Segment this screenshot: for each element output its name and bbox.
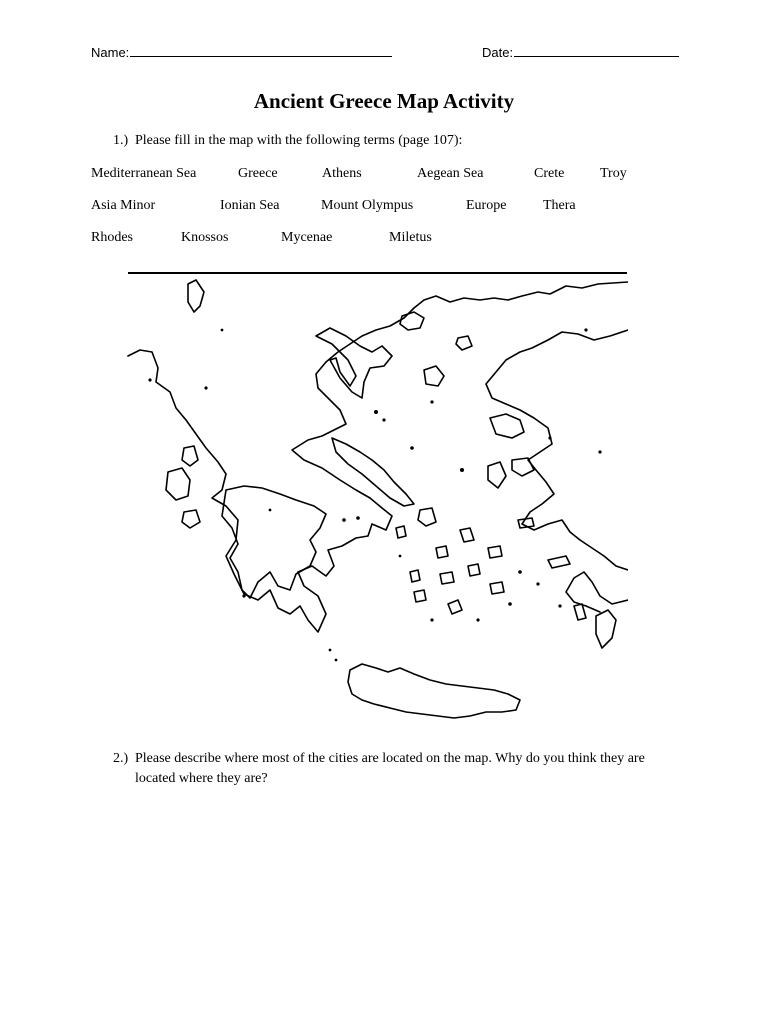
ikaria-island (518, 518, 534, 528)
divider-line (128, 272, 627, 274)
term-ionian-sea: Ionian Sea (220, 198, 280, 213)
date-blank-line[interactable] (514, 44, 679, 57)
cyclades-island-4 (460, 528, 474, 542)
question-1-number: 1.) (113, 133, 129, 148)
cyclades-island-1 (396, 526, 406, 538)
term-mycenae: Mycenae (281, 230, 333, 245)
cyclades-island-3 (436, 546, 448, 558)
cyclades-island-2 (418, 508, 436, 526)
term-aegean-sea: Aegean Sea (417, 166, 484, 181)
name-blank-line[interactable] (130, 44, 392, 57)
question-2-number: 2.) (113, 751, 129, 766)
kos-island (548, 556, 570, 568)
cyclades-island-6 (410, 570, 420, 582)
term-knossos: Knossos (181, 230, 229, 245)
kefalonia-island (166, 468, 190, 500)
karpathos-island (574, 604, 586, 620)
term-mediterranean-sea: Mediterranean Sea (91, 166, 197, 181)
term-miletus: Miletus (389, 230, 432, 245)
term-greece: Greece (238, 166, 278, 181)
thera-island (448, 600, 462, 614)
mainland-coastline (128, 282, 628, 632)
cyclades-island-5 (488, 546, 502, 558)
date-field[interactable] (482, 44, 679, 60)
corfu-island (188, 280, 204, 312)
name-field[interactable] (91, 44, 392, 60)
cyclades-island-9 (490, 582, 504, 594)
question-1-text: Please fill in the map with the following terms (page 107): (135, 133, 463, 148)
term-asia-minor: Asia Minor (91, 198, 156, 213)
question-2 (113, 749, 673, 789)
lemnos-island (424, 366, 444, 386)
samothrace-island (456, 336, 472, 350)
cyclades-island-7 (440, 572, 454, 584)
term-troy: Troy (600, 166, 627, 181)
name-label: Name: (91, 45, 130, 60)
cyclades-island-10 (414, 590, 426, 602)
aegean-outline-map (126, 276, 628, 726)
rhodes-island (596, 610, 616, 648)
chios-island (488, 462, 506, 488)
asia-minor-coastline (486, 330, 628, 570)
term-athens: Athens (322, 166, 362, 181)
question-2-text: Please describe where most of the cities are located on the map. Why do you think they are located where they are? (135, 751, 645, 786)
worksheet-title: Ancient Greece Map Activity (253, 89, 515, 113)
lesbos-island (490, 414, 524, 438)
thasos-island (400, 312, 424, 330)
samos-island (512, 458, 534, 476)
cyclades-island-8 (468, 564, 480, 576)
term-crete: Crete (534, 166, 565, 181)
question-1 (113, 131, 462, 151)
zakynthos-island (182, 510, 200, 528)
chalkidiki-peninsulas (316, 328, 392, 398)
ionian-island-1 (182, 446, 198, 466)
term-rhodes: Rhodes (91, 230, 133, 245)
crete-island (348, 664, 520, 718)
term-mount-olympus: Mount Olympus (321, 198, 414, 213)
date-label: Date: (482, 45, 514, 60)
term-europe: Europe (466, 198, 507, 213)
term-thera: Thera (543, 198, 576, 213)
euboea-island (332, 438, 414, 506)
